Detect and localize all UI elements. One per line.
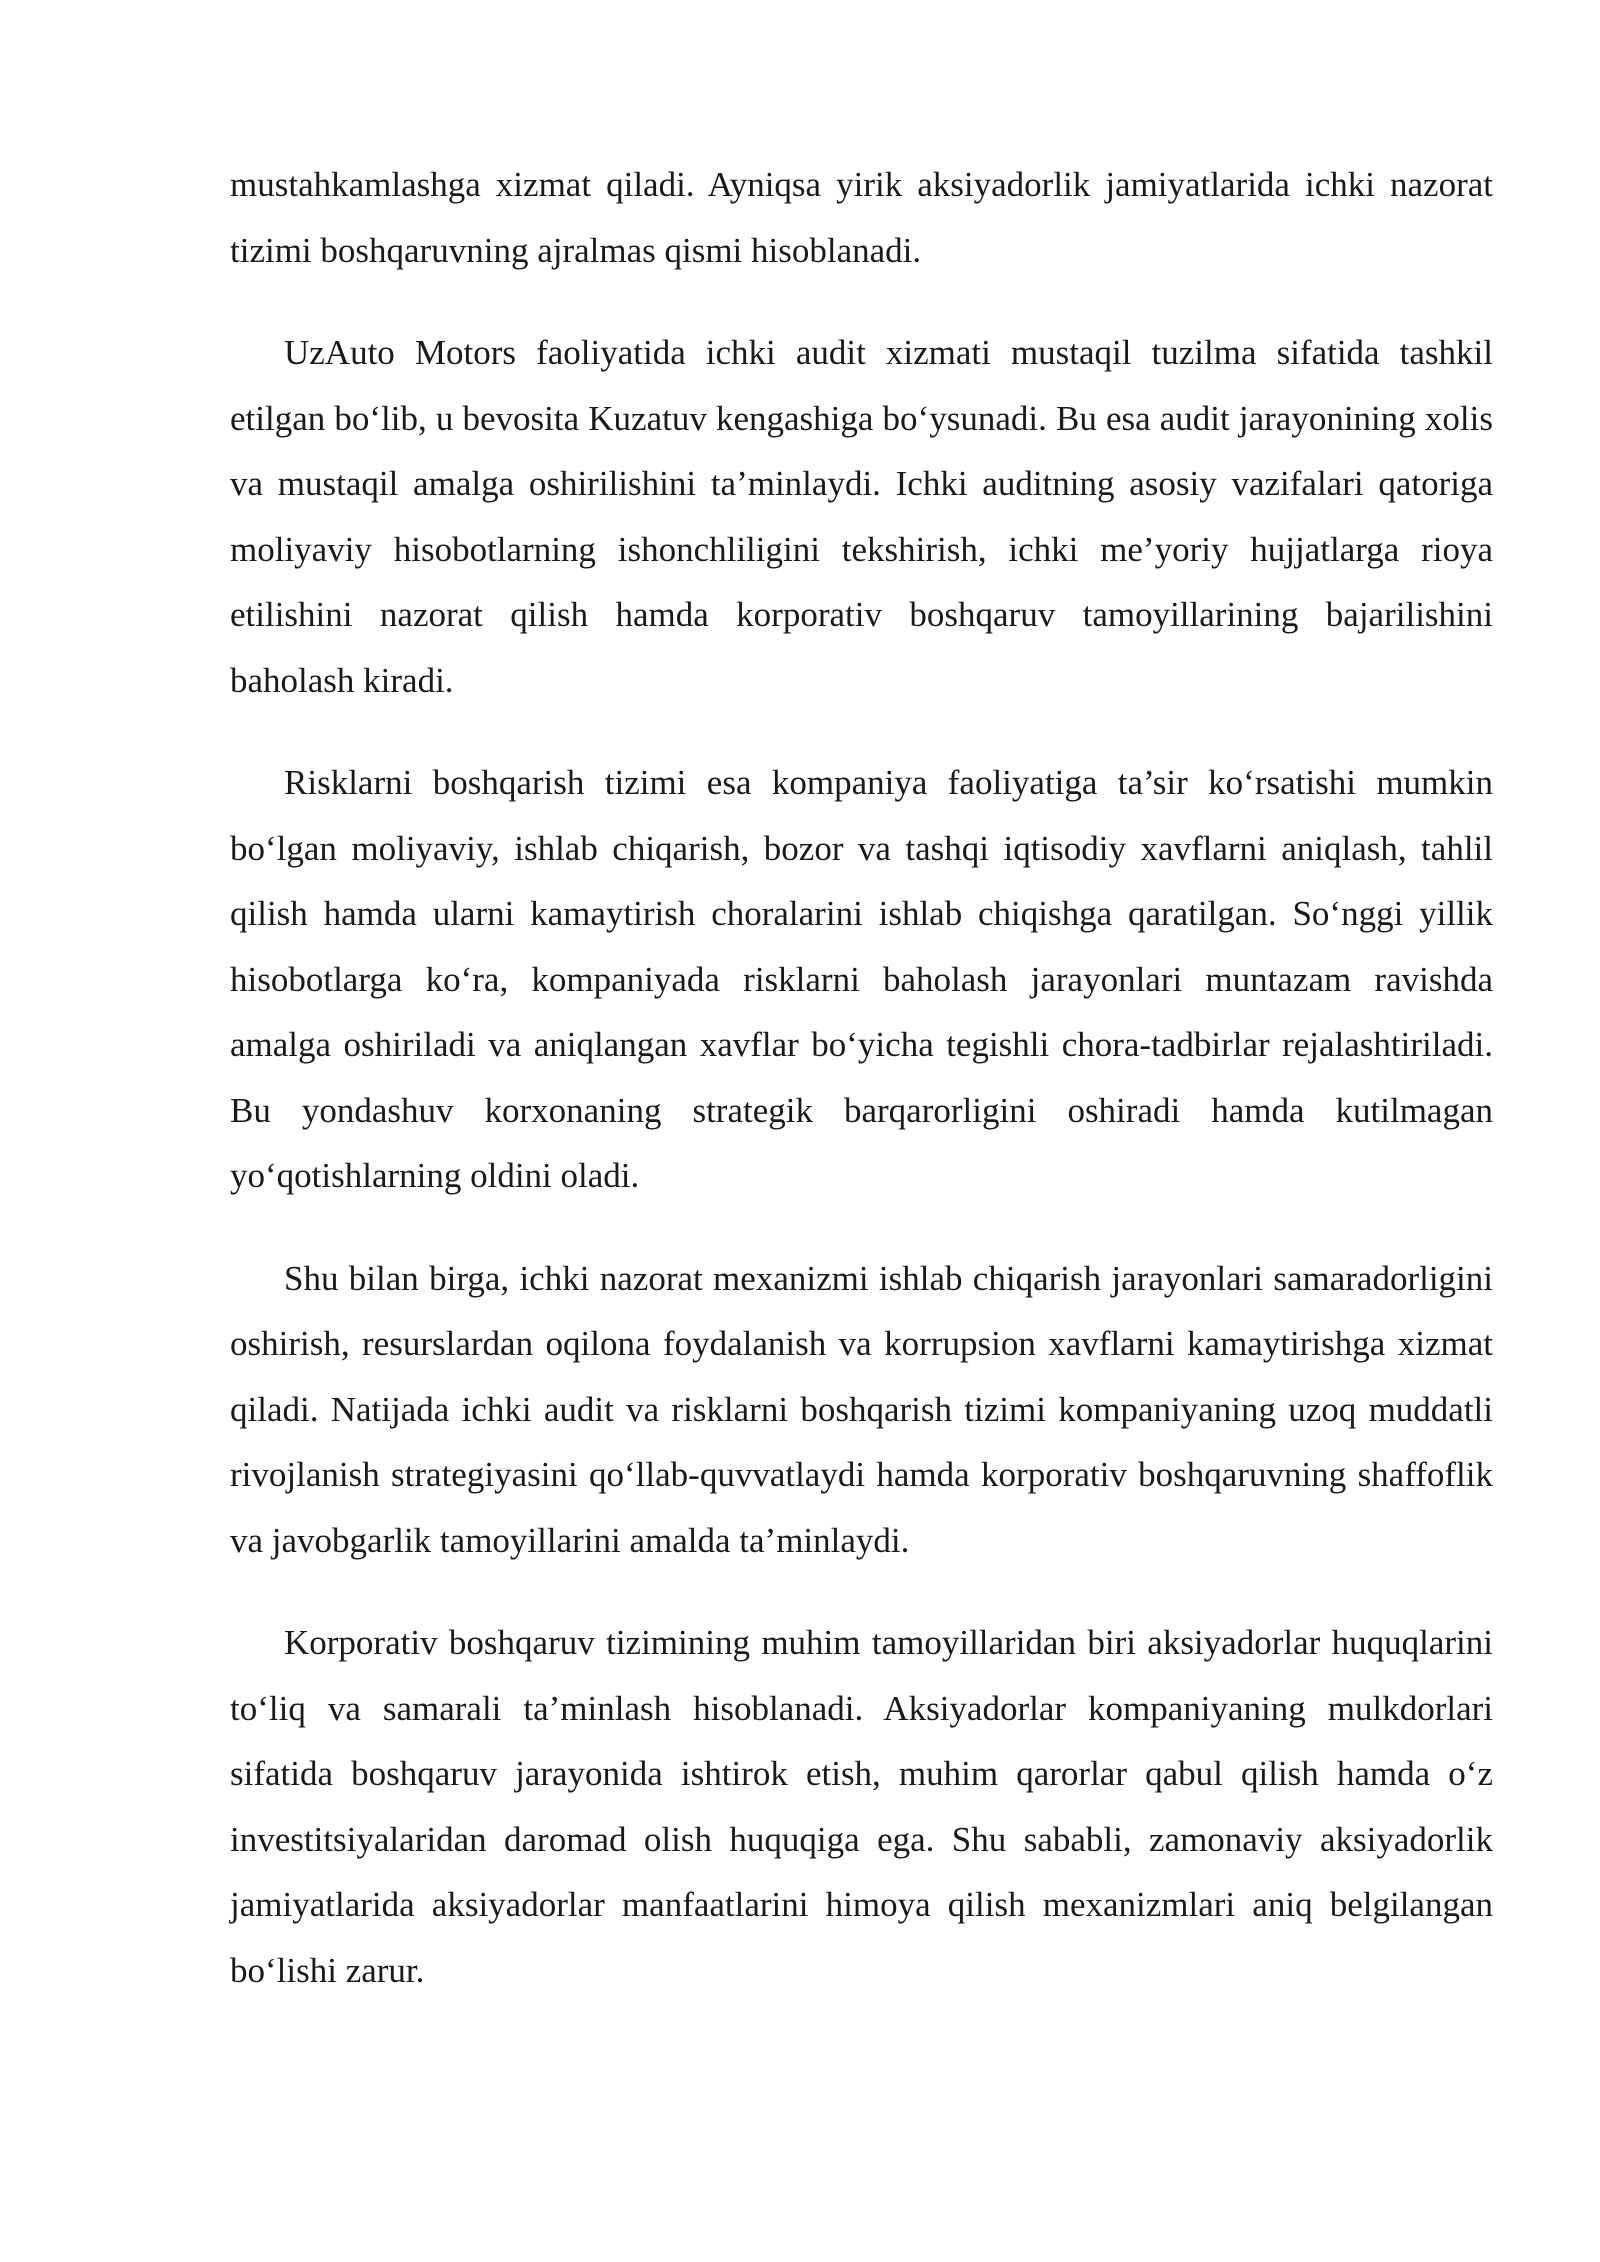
paragraph-risk-management: Risklarni boshqarish tizimi esa kompaniya faoliyatiga ta’sir ko‘rsatishi mumkin bo‘lgan moliyaviy, ishlab chiqarish, bozor va tashqi iqtisodiy xavflarni aniqlash, tahlil qilish hamda ularni kamaytirish choralarini ishlab chiqishga qaratilgan. So‘nggi yillik hisobotlarga ko‘ra, kompaniyada risklarni baholash jarayonlari muntazam ravishda amalga oshiriladi va aniqlangan xavflar bo‘yicha tegishli chora-tadbirlar rejalashtiriladi. Bu yondashuv korxonaning strategik barqarorligini oshiradi hamda kutilmagan yo‘qotishlarning oldini oladi. [230,763,1493,1195]
paragraph-internal-audit: UzAuto Motors faoliyatida ichki audit xizmati mustaqil tuzilma sifatida tashkil etilgan bo‘lib, u bevosita Kuzatuv kengashiga bo‘ysunadi. Bu esa audit jarayonining xolis va mustaqil amalga oshirilishini ta’minlaydi. Ichki auditning asosiy vazifalari qatoriga moliyaviy hisobotlarning ishonchliligini tekshirish, ichki me’yoriy hujjatlarga rioya etilishini nazorat qilish hamda korporativ boshqaruv tamoyillarining bajarilishini baholash kiradi. [230,333,1493,700]
paragraph-continuation: mustahkamlashga xizmat qiladi. Ayniqsa yirik aksiyadorlik jamiyatlarida ichki nazorat tizimi boshqaruvning ajralmas qismi hisoblanadi. [230,165,1493,270]
paragraph-internal-control: Shu bilan birga, ichki nazorat mexanizmi ishlab chiqarish jarayonlari samaradorligini oshirish, resurslardan oqilona foydalanish va korrupsion xavflarni kamaytirishga xizmat qiladi. Natijada ichki audit va risklarni boshqarish tizimi kompaniyaning uzoq muddatli rivojlanish strategiyasini qo‘llab-quvvatlaydi hamda korporativ boshqaruvning shaffoflik va javobgarlik tamoyillarini amalda ta’minlaydi. [230,1258,1493,1560]
paragraph-shareholder-rights: Korporativ boshqaruv tizimining muhim tamoyillaridan biri aksiyadorlar huquqlarini to‘liq va samarali ta’minlash hisoblanadi. Aksiyadorlar kompaniyaning mulkdorlari sifatida boshqaruv jarayonida ishtirok etish, muhim qarorlar qabul qilish hamda o‘z investitsiyalaridan daromad olish huquqiga ega. Shu sababli, zamonaviy aksiyadorlik jamiyatlarida aksiyadorlar manfaatlarini himoya qilish mexanizmlari aniq belgilangan bo‘lishi zarur. [230,1623,1493,1990]
document-page [230,152,1493,2040]
